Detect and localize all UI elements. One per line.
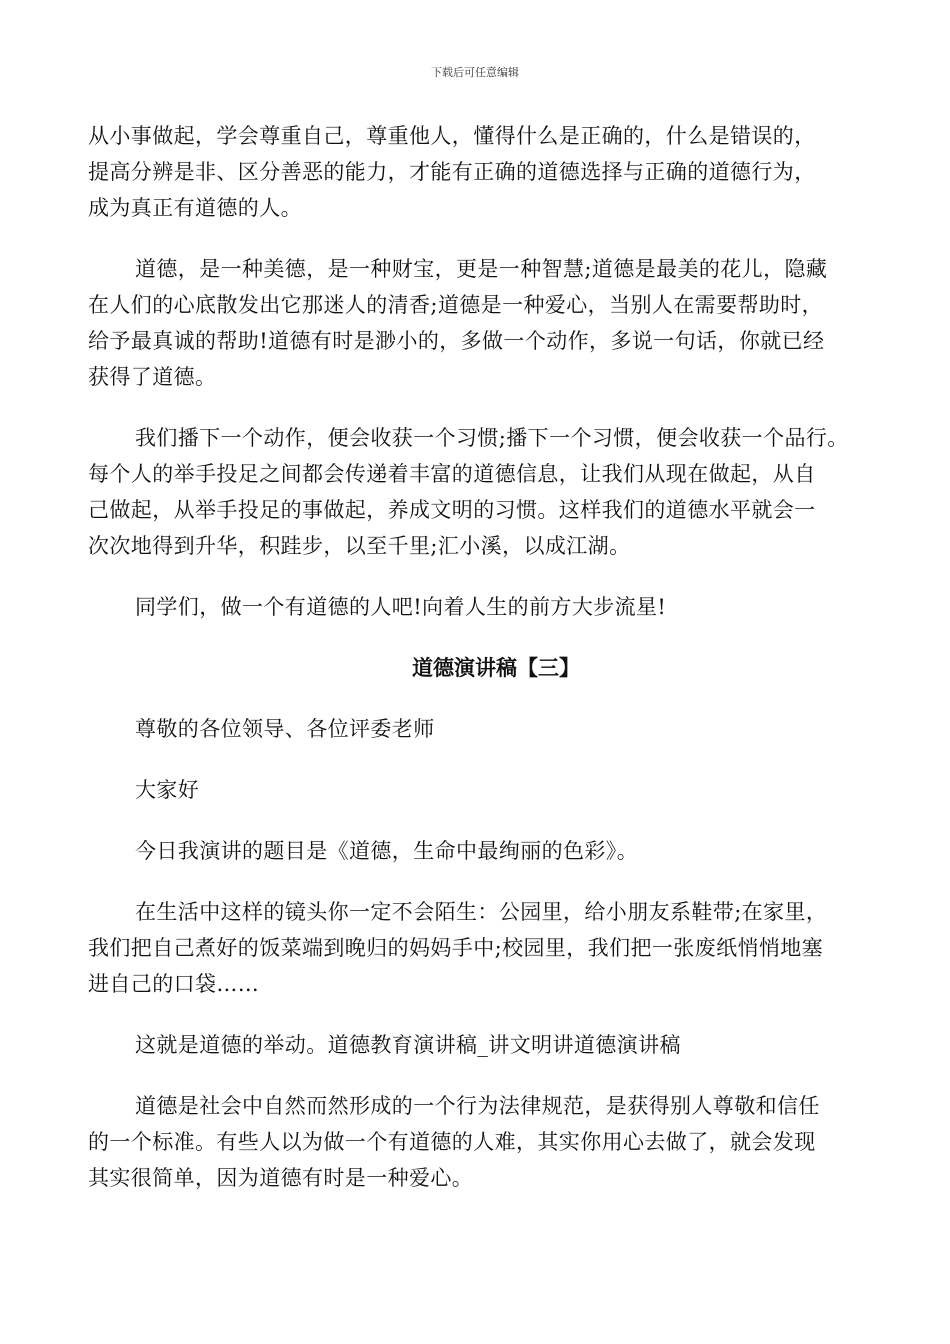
- paragraph-line: 大家好: [135, 778, 200, 802]
- section-heading: 道德演讲稿【三】: [412, 655, 580, 680]
- paragraph: [88, 772, 864, 808]
- paragraph-line: 其实很简单，因为道德有时是一种爱心。: [88, 1166, 474, 1190]
- paragraph: [88, 833, 864, 869]
- paragraph-line: 进自己的口袋……: [88, 972, 260, 996]
- paragraph-line: 这就是道德的举动。道德教育演讲稿_讲文明讲道德演讲稿: [135, 1033, 681, 1057]
- paragraph: [88, 1027, 864, 1063]
- paragraph-line: 在人们的心底散发出它那迷人的清香;道德是一种爱心，当别人在需要帮助时，: [88, 293, 824, 317]
- paragraph-line: 给予最真诚的帮助!道德有时是渺小的，多做一个动作，多说一句话，你就已经: [88, 329, 825, 353]
- paragraph-line: 从小事做起，学会尊重自己，尊重他人，懂得什么是正确的，什么是错误的，: [88, 124, 816, 148]
- paragraph-line: 同学们，做一个有道德的人吧!向着人生的前方大步流星!: [135, 595, 667, 619]
- paragraph: [88, 589, 864, 625]
- paragraph-line: 今日我演讲的题目是《道德，生命中最绚丽的色彩》。: [135, 839, 639, 863]
- paragraph-line: 道德，是一种美德，是一种财宝，更是一种智慧;道德是最美的花儿，隐藏: [135, 257, 828, 281]
- paragraph: [88, 711, 864, 747]
- document-body: [88, 118, 864, 1196]
- paragraph: [88, 118, 864, 226]
- paragraph-line: 我们把自己煮好的饭菜端到晚归的妈妈手中;校园里，我们把一张废纸悄悄地塞: [88, 936, 824, 960]
- paragraph-line: 获得了道德。: [88, 365, 217, 389]
- paragraph-line: 次次地得到升华，积跬步，以至千里;汇小溪，以成江湖。: [88, 534, 631, 558]
- paragraph-line: 成为真正有道德的人。: [88, 196, 302, 220]
- page-header: 下载后可任意编辑: [431, 66, 519, 79]
- paragraph-line: 在生活中这样的镜头你一定不会陌生：公园里，给小朋友系鞋带;在家里，: [135, 900, 828, 924]
- paragraph-line: 尊敬的各位领导、各位评委老师: [135, 717, 435, 741]
- paragraph-line: 我们播下一个动作，便会收获一个习惯;播下一个习惯，便会收获一个品行。: [135, 426, 849, 450]
- paragraph-line: 提高分辨是非、区分善恶的能力，才能有正确的道德选择与正确的道德行为，: [88, 160, 816, 184]
- paragraph: [88, 420, 864, 564]
- paragraph-line: 的一个标准。有些人以为做一个有道德的人难，其实你用心去做了，就会发现: [88, 1130, 816, 1154]
- paragraph: [88, 1088, 864, 1196]
- paragraph-line: 己做起，从举手投足的事做起，养成文明的习惯。这样我们的道德水平就会一: [88, 498, 816, 522]
- paragraph-line: 道德是社会中自然而然形成的一个行为法律规范，是获得别人尊敬和信任: [135, 1094, 820, 1118]
- paragraph-line: 每个人的举手投足之间都会传递着丰富的道德信息，让我们从现在做起，从自: [88, 462, 816, 486]
- paragraph: [88, 894, 864, 1002]
- paragraph: [88, 251, 864, 395]
